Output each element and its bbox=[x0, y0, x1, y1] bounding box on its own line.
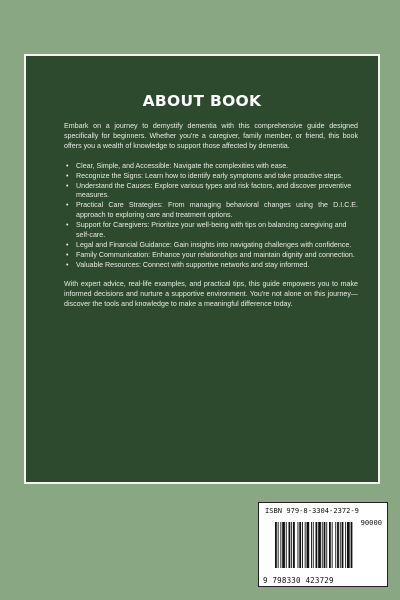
about-book-title: ABOUT BOOK bbox=[142, 92, 262, 110]
intro-paragraph: Embark on a journey to demystify dementia with this comprehensive guide designed specifically for beginners. Whether you're a caregiver, family member, or friend, this book offers you a wealth of knowledge to support those affected by dementia. bbox=[64, 122, 358, 150]
price-code: 90000 bbox=[360, 518, 382, 527]
feature-item: • Clear, Simple, and Accessible: Navigate the complexities with ease. bbox=[76, 162, 358, 172]
isbn-label: ISBN 979-8-3304-2372-9 bbox=[265, 506, 359, 515]
feature-item: • Family Communication: Enhance your relationships and maintain dignity and connection. bbox=[76, 251, 358, 261]
feature-item: • Practical Care Strategies: From managing behavioral changes using the D.I.C.E. approach to exploring care and treatment options. bbox=[76, 201, 358, 221]
about-book-panel bbox=[24, 54, 380, 484]
feature-item: • Recognize the Signs: Learn how to identify early symptoms and take proactive steps. bbox=[76, 172, 358, 182]
barcode-number: 9 798330 423729 bbox=[263, 576, 334, 585]
outro-paragraph: With expert advice, real-life examples, and practical tips, this guide empowers you to make informed decisions and nurture a supportive environment. You're not alone on this journey—discover the tools and knowledge to make a meaningful difference today. bbox=[64, 279, 358, 308]
feature-list bbox=[64, 162, 358, 271]
barcode-bars bbox=[263, 516, 383, 578]
feature-item: • Understand the Causes: Explore various types and risk factors, and discover preventive measures. bbox=[76, 182, 358, 202]
about-book-body bbox=[64, 122, 358, 309]
isbn-barcode bbox=[258, 502, 388, 587]
feature-item: • Support for Caregivers: Prioritize your well-being with tips on balancing caregiving and self-care. bbox=[76, 221, 358, 241]
feature-item: • Legal and Financial Guidance: Gain insights into navigating challenges with confidence. bbox=[76, 241, 358, 251]
feature-item: • Valuable Resources: Connect with supportive networks and stay informed. bbox=[76, 261, 358, 271]
